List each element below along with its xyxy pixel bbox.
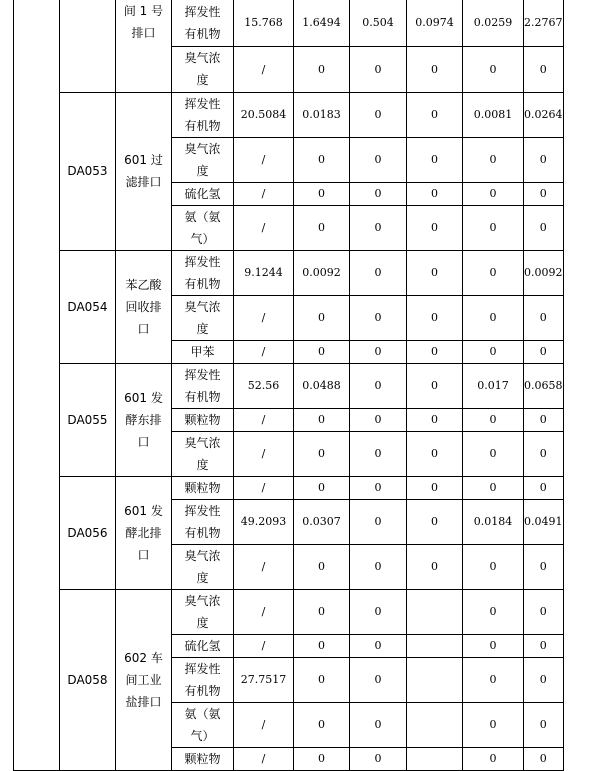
value-cell xyxy=(407,747,463,770)
value-cell: 49.2093 xyxy=(234,499,294,544)
value-cell: 0 xyxy=(407,46,463,92)
value-cell: 0 xyxy=(350,657,407,702)
pollutant-cell: 挥发性 有机物 xyxy=(172,250,234,295)
value-cell: 0 xyxy=(294,589,350,634)
pollutant-cell: 挥发性 有机物 xyxy=(172,499,234,544)
value-cell: / xyxy=(234,431,294,476)
value-cell: / xyxy=(234,340,294,363)
value-cell: 0 xyxy=(463,250,524,295)
value-cell: 0 xyxy=(463,340,524,363)
value-cell: 0 xyxy=(350,92,407,137)
value-cell: 0.0092 xyxy=(294,250,350,295)
value-cell: 0.504 xyxy=(350,0,407,46)
pollutant-cell: 臭气浓 度 xyxy=(172,137,234,182)
value-cell: 0 xyxy=(294,747,350,770)
table-row xyxy=(14,92,564,137)
value-cell xyxy=(407,702,463,747)
value-cell: 0 xyxy=(407,363,463,408)
value-cell: 0 xyxy=(350,408,407,431)
emissions-table xyxy=(13,0,564,771)
value-cell: 0 xyxy=(407,431,463,476)
value-cell: 0 xyxy=(350,205,407,250)
value-cell: / xyxy=(234,137,294,182)
value-cell: 0 xyxy=(294,46,350,92)
outlet-name-cell: 苯乙酸 回收排 口 xyxy=(116,250,172,363)
value-cell: 0 xyxy=(294,431,350,476)
value-cell: 0 xyxy=(524,205,564,250)
value-cell: 0 xyxy=(463,182,524,205)
value-cell: 0 xyxy=(524,747,564,770)
outlet-code-cell: DA058 xyxy=(60,589,116,770)
value-cell: 9.1244 xyxy=(234,250,294,295)
value-cell: / xyxy=(234,747,294,770)
value-cell: / xyxy=(234,46,294,92)
pollutant-cell: 硫化氢 xyxy=(172,182,234,205)
pollutant-cell: 臭气浓 度 xyxy=(172,544,234,589)
value-cell: 0 xyxy=(294,340,350,363)
value-cell: 0 xyxy=(463,657,524,702)
left-margin-cell xyxy=(14,0,60,770)
value-cell: 0 xyxy=(524,702,564,747)
value-cell: 0 xyxy=(463,544,524,589)
value-cell: 0 xyxy=(463,476,524,499)
value-cell: / xyxy=(234,634,294,657)
outlet-name-cell: 601 过 滤排口 xyxy=(116,92,172,250)
outlet-code-cell: DA053 xyxy=(60,92,116,250)
value-cell: 0.0974 xyxy=(407,0,463,46)
table-row xyxy=(14,363,564,408)
value-cell: 0 xyxy=(407,408,463,431)
value-cell: 0 xyxy=(463,408,524,431)
value-cell: 0 xyxy=(524,476,564,499)
table-row xyxy=(14,589,564,634)
value-cell: 0 xyxy=(350,589,407,634)
value-cell: / xyxy=(234,476,294,499)
value-cell: 0.0184 xyxy=(463,499,524,544)
pollutant-cell: 甲苯 xyxy=(172,340,234,363)
value-cell xyxy=(407,634,463,657)
value-cell: 0 xyxy=(463,137,524,182)
pollutant-cell: 挥发性 有机物 xyxy=(172,363,234,408)
value-cell: 0 xyxy=(350,182,407,205)
value-cell: 0 xyxy=(463,702,524,747)
value-cell: 0.0264 xyxy=(524,92,564,137)
value-cell: 0 xyxy=(294,634,350,657)
value-cell xyxy=(407,589,463,634)
pollutant-cell: 挥发性 有机物 xyxy=(172,0,234,46)
outlet-code-cell: DA054 xyxy=(60,250,116,363)
value-cell: 0 xyxy=(407,499,463,544)
value-cell: 0 xyxy=(294,205,350,250)
outlet-name-cell: 602 车 间工业 盐排口 xyxy=(116,589,172,770)
value-cell: 0 xyxy=(524,137,564,182)
value-cell: 0 xyxy=(294,182,350,205)
value-cell: 0 xyxy=(524,340,564,363)
value-cell: 0 xyxy=(350,46,407,92)
value-cell: 2.2767 xyxy=(524,0,564,46)
value-cell: 0 xyxy=(524,408,564,431)
table-row xyxy=(14,476,564,499)
value-cell: 0 xyxy=(524,295,564,340)
value-cell: 0.0658 xyxy=(524,363,564,408)
value-cell: 0 xyxy=(350,499,407,544)
value-cell: / xyxy=(234,408,294,431)
value-cell: 0 xyxy=(294,137,350,182)
outlet-name-cell: 601 发 酵北排 口 xyxy=(116,476,172,589)
value-cell: 0 xyxy=(524,544,564,589)
value-cell: 0 xyxy=(524,46,564,92)
value-cell: 0 xyxy=(407,476,463,499)
value-cell: 0 xyxy=(294,476,350,499)
pollutant-cell: 臭气浓 度 xyxy=(172,295,234,340)
value-cell: 0 xyxy=(524,657,564,702)
pollutant-cell: 臭气浓 度 xyxy=(172,589,234,634)
value-cell: 0.0081 xyxy=(463,92,524,137)
emissions-table-body xyxy=(14,0,564,770)
value-cell: 0 xyxy=(350,431,407,476)
table-row xyxy=(14,0,564,46)
value-cell xyxy=(407,657,463,702)
value-cell: 0 xyxy=(350,363,407,408)
value-cell: / xyxy=(234,205,294,250)
value-cell: 0 xyxy=(350,544,407,589)
value-cell: 0.0259 xyxy=(463,0,524,46)
value-cell: 0.0307 xyxy=(294,499,350,544)
value-cell: 52.56 xyxy=(234,363,294,408)
value-cell: 0 xyxy=(407,340,463,363)
pollutant-cell: 挥发性 有机物 xyxy=(172,92,234,137)
value-cell: 0.0092 xyxy=(524,250,564,295)
value-cell: 0 xyxy=(294,544,350,589)
value-cell: 0.0491 xyxy=(524,499,564,544)
value-cell: 0 xyxy=(463,589,524,634)
pollutant-cell: 颗粒物 xyxy=(172,408,234,431)
value-cell: 27.7517 xyxy=(234,657,294,702)
pollutant-cell: 颗粒物 xyxy=(172,747,234,770)
value-cell: 0 xyxy=(294,657,350,702)
value-cell: 0 xyxy=(524,589,564,634)
value-cell: 0 xyxy=(350,295,407,340)
outlet-name-cell: 间 1 号 排口 xyxy=(116,0,172,92)
value-cell: 20.5084 xyxy=(234,92,294,137)
value-cell: 0 xyxy=(407,137,463,182)
value-cell: 0 xyxy=(524,182,564,205)
outlet-code-cell xyxy=(60,0,116,92)
value-cell: 0 xyxy=(350,340,407,363)
value-cell: 0 xyxy=(463,205,524,250)
value-cell: / xyxy=(234,544,294,589)
value-cell: 0 xyxy=(407,295,463,340)
outlet-name-cell: 601 发 酵东排 口 xyxy=(116,363,172,476)
pollutant-cell: 氨（氨 气） xyxy=(172,205,234,250)
value-cell: 0 xyxy=(407,250,463,295)
value-cell: 0 xyxy=(407,182,463,205)
value-cell: 0.017 xyxy=(463,363,524,408)
pollutant-cell: 硫化氢 xyxy=(172,634,234,657)
value-cell: 1.6494 xyxy=(294,0,350,46)
value-cell: / xyxy=(234,702,294,747)
value-cell: 0 xyxy=(524,431,564,476)
pollutant-cell: 挥发性 有机物 xyxy=(172,657,234,702)
value-cell: 0 xyxy=(463,747,524,770)
outlet-code-cell: DA055 xyxy=(60,363,116,476)
value-cell: / xyxy=(234,295,294,340)
value-cell: 0 xyxy=(463,634,524,657)
value-cell: / xyxy=(234,182,294,205)
value-cell: 0 xyxy=(350,634,407,657)
value-cell: 0 xyxy=(294,295,350,340)
value-cell: 15.768 xyxy=(234,0,294,46)
value-cell: 0 xyxy=(463,431,524,476)
value-cell: 0 xyxy=(350,747,407,770)
value-cell: 0 xyxy=(294,702,350,747)
value-cell: 0 xyxy=(350,137,407,182)
pollutant-cell: 颗粒物 xyxy=(172,476,234,499)
value-cell: 0 xyxy=(407,205,463,250)
value-cell: 0 xyxy=(407,544,463,589)
value-cell: 0 xyxy=(350,250,407,295)
value-cell: 0 xyxy=(350,702,407,747)
pollutant-cell: 臭气浓 度 xyxy=(172,46,234,92)
pollutant-cell: 臭气浓 度 xyxy=(172,431,234,476)
value-cell: 0 xyxy=(350,476,407,499)
value-cell: 0 xyxy=(463,295,524,340)
pollutant-cell: 氨（氨 气） xyxy=(172,702,234,747)
value-cell: 0 xyxy=(463,46,524,92)
value-cell: 0.0488 xyxy=(294,363,350,408)
outlet-code-cell: DA056 xyxy=(60,476,116,589)
value-cell: 0 xyxy=(294,408,350,431)
value-cell: 0 xyxy=(407,92,463,137)
value-cell: 0.0183 xyxy=(294,92,350,137)
value-cell: / xyxy=(234,589,294,634)
table-row xyxy=(14,250,564,295)
value-cell: 0 xyxy=(524,634,564,657)
